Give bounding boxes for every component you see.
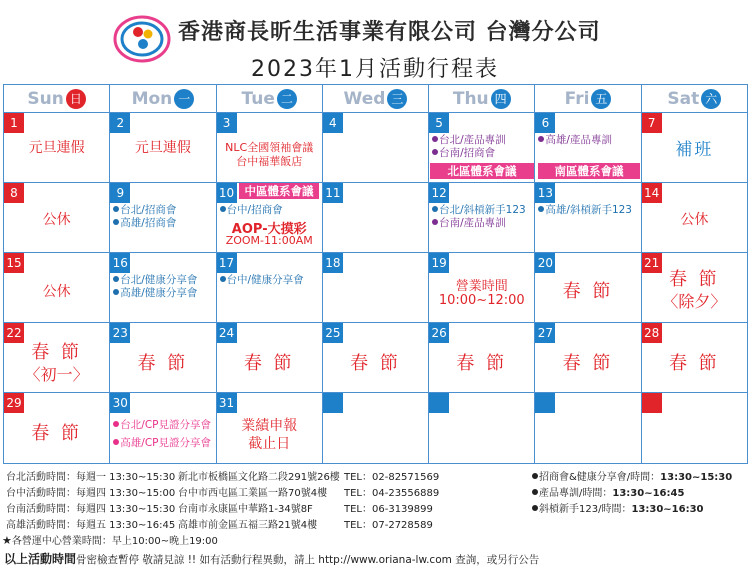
date-number: 29 (4, 393, 24, 413)
event-item (432, 217, 532, 230)
event-text: 台南/招商會 (439, 147, 496, 159)
cell-line2: 台中福華飯店 (236, 155, 303, 168)
day-cell-20[interactable] (535, 253, 641, 322)
day-cell-21[interactable] (642, 253, 747, 322)
date-number: 14 (642, 183, 662, 203)
footer-address-tainan: 台南市永康區中華路1-34號8F (178, 504, 313, 515)
cell-text: 春 節 (243, 353, 295, 374)
weekday-label: Sat (667, 88, 700, 109)
cell-text: 春 節 (668, 353, 720, 374)
cell-text: 補班 (675, 140, 714, 160)
company-name: 香港商長昕生活事業有限公司 台灣分公司 (178, 20, 601, 45)
event-text: 台中/招商會 (226, 204, 283, 216)
event-item (432, 204, 532, 217)
day-cell-4[interactable] (323, 113, 429, 182)
cell-text: 春 節 (31, 423, 82, 444)
day-cell-1[interactable] (4, 113, 110, 182)
bullet-icon (532, 473, 538, 479)
footer-time-training (532, 484, 684, 499)
date-number: 17 (217, 253, 237, 273)
event-text: 高雄/健康分享會 (120, 287, 198, 299)
weekday-label: Wed (343, 88, 386, 109)
banner-north-meeting: 北區體系會議 (430, 163, 534, 179)
day-cell-2[interactable] (110, 113, 216, 182)
footer-schedule-tainan: 台南活動時間：每週四 13:30~15:30 (6, 504, 176, 515)
header (0, 0, 750, 86)
cell-line1: NLC全國領袖會議 (225, 141, 314, 154)
footer-hours (2, 532, 218, 547)
footer-tel-tainan: TEL：06-3139899 (344, 504, 433, 515)
weekday-tue (217, 85, 323, 112)
cell-text: 公休 (680, 212, 709, 228)
event-text: 高雄/CP見證分享會 (120, 437, 211, 449)
day-cell-17[interactable] (217, 253, 323, 322)
bullet-icon (538, 206, 544, 212)
cell-line1: 營業時間 (455, 279, 508, 294)
weekday-thu (429, 85, 535, 112)
event-text: 台北/產品專訓 (439, 134, 506, 146)
date-number: 27 (535, 323, 555, 343)
blank-date-marker (642, 393, 662, 413)
weekday-badge: 一 (174, 89, 194, 109)
footer-address-kaohsiung: 高雄市前金區五福三路21號4樓 (178, 520, 318, 531)
day-cell-11[interactable] (323, 183, 429, 252)
date-number: 3 (217, 113, 237, 133)
day-cell-29[interactable] (4, 393, 110, 463)
date-number: 31 (217, 393, 237, 413)
time-value: 13:30~15:30 (660, 472, 733, 483)
date-number: 10 (217, 183, 237, 203)
day-cell-13[interactable] (535, 183, 641, 252)
weekday-badge: 四 (491, 89, 511, 109)
event-text: 台中/健康分享會 (226, 274, 304, 286)
footer-tel-taipei: TEL：02-82571569 (344, 472, 440, 483)
date-number: 25 (323, 323, 343, 343)
date-number: 2 (110, 113, 130, 133)
empty-cell (323, 393, 429, 463)
star-icon: ★ (2, 534, 12, 547)
event-text: 台南/產品專訓 (439, 217, 506, 229)
day-cell-7[interactable] (642, 113, 747, 182)
banner-south-meeting: 南區體系會議 (538, 163, 640, 179)
weekday-badge: 三 (387, 89, 407, 109)
weekday-label: Tue (241, 88, 275, 109)
empty-cell (429, 393, 535, 463)
date-number: 28 (642, 323, 662, 343)
cell-text: 春 節 (137, 353, 189, 374)
day-cell-9[interactable] (110, 183, 216, 252)
weekday-sat (642, 85, 747, 112)
date-number: 6 (535, 113, 555, 133)
cell-text: 春 節 (456, 353, 508, 374)
bullet-icon (432, 219, 438, 225)
cell-line1: 業績申報 (241, 418, 298, 434)
footer-notice (4, 550, 539, 567)
date-number: 4 (323, 113, 343, 133)
blank-date-marker (535, 393, 555, 413)
weekday-label: Sun (27, 88, 64, 109)
event-text: 台北/CP見證分享會 (120, 419, 211, 431)
day-cell-3[interactable] (217, 113, 323, 182)
footer (0, 466, 750, 568)
weekday-label: Fri (564, 88, 590, 109)
event-item (113, 419, 213, 432)
day-cell-15[interactable] (4, 253, 110, 322)
time-label: 斜槓新手123/時間： (539, 504, 632, 515)
bullet-icon (113, 421, 119, 427)
day-cell-28[interactable] (642, 323, 747, 392)
event-item (113, 274, 213, 287)
event-item (113, 204, 213, 217)
date-number: 12 (429, 183, 449, 203)
bullet-icon (220, 276, 226, 282)
date-number: 1 (4, 113, 24, 133)
date-number: 24 (217, 323, 237, 343)
event-text: 高雄/招商會 (120, 217, 177, 229)
footer-address-taichung: 台中市西屯區工業區一路70號4樓 (178, 488, 328, 499)
bullet-icon (113, 276, 119, 282)
event-item (113, 437, 213, 450)
blank-date-marker (323, 393, 343, 413)
weekday-badge: 日 (66, 89, 86, 109)
event-text: 台北/招商會 (120, 204, 177, 216)
date-number: 13 (535, 183, 555, 203)
cell-text: 春 節 (350, 353, 401, 374)
cell-line2: 截止日 (248, 436, 291, 452)
day-cell-27[interactable] (535, 323, 641, 392)
cell-text: 元旦連假 (134, 140, 191, 156)
day-cell-24[interactable] (217, 323, 323, 392)
date-number: 18 (323, 253, 343, 273)
day-cell-31[interactable] (217, 393, 323, 463)
event-text: 高雄/產品專訓 (545, 134, 612, 146)
bullet-icon (532, 505, 538, 511)
day-cell-18[interactable] (323, 253, 429, 322)
page-title: 2023年1月活動行程表 (251, 57, 499, 82)
bullet-icon (538, 136, 544, 142)
bullet-icon (432, 136, 438, 142)
weekday-label: Thu (452, 88, 489, 109)
event-text: 高雄/斜槓新手123 (545, 204, 632, 216)
cell-text: 公休 (42, 212, 71, 228)
event-item (113, 217, 213, 230)
calendar-grid (3, 84, 748, 464)
footer-time-recruit (532, 468, 732, 483)
footer-tel-kaohsiung: TEL：07-2728589 (344, 520, 433, 531)
footer-schedule-kaohsiung: 高雄活動時間：每週五 13:30~16:45 (6, 520, 176, 531)
date-number: 9 (110, 183, 130, 203)
notice-text: 骨密檢查暫停 敬請見諒 !! 如有活動行程異動，請上 http://www.oriana-lw.com 查詢，或另行公告 (76, 554, 540, 566)
bullet-icon (113, 219, 119, 225)
cell-line1: 春 節 (668, 269, 720, 290)
date-number: 15 (4, 253, 24, 273)
day-cell-22[interactable] (4, 323, 110, 392)
date-number: 22 (4, 323, 24, 343)
date-number: 11 (323, 183, 343, 203)
event-item (220, 274, 320, 287)
day-cell-30[interactable] (110, 393, 216, 463)
empty-cell (535, 393, 641, 463)
event-item (538, 204, 638, 217)
day-cell-14[interactable] (642, 183, 747, 252)
day-cell-26[interactable] (429, 323, 535, 392)
footer-schedule-taipei: 台北活動時間：每週一 13:30~15:30 (6, 472, 176, 483)
date-number: 23 (110, 323, 130, 343)
notice-bold: 以上活動時間 (4, 552, 77, 566)
date-number: 30 (110, 393, 130, 413)
weekday-badge: 五 (591, 89, 611, 109)
date-number: 16 (110, 253, 130, 273)
weekday-fri (535, 85, 641, 112)
event-text: 台北/斜槓新手123 (439, 204, 526, 216)
week-row (4, 183, 747, 253)
date-number: 5 (429, 113, 449, 133)
weekday-label: Mon (131, 88, 173, 109)
cell-line1: AOP-大摸彩 (231, 222, 307, 237)
bullet-icon (220, 206, 226, 212)
bullet-icon (113, 439, 119, 445)
cell-line1: 春 節 (31, 342, 82, 363)
day-cell-19[interactable] (429, 253, 535, 322)
time-label: 產品專訓/時間： (539, 488, 613, 499)
blank-date-marker (429, 393, 449, 413)
weekday-badge: 六 (701, 89, 721, 109)
bullet-icon (113, 206, 119, 212)
time-label: 招商會&健康分享會/時間： (539, 472, 661, 483)
week-row (4, 393, 747, 463)
weekday-sun (4, 85, 110, 112)
weekday-mon (110, 85, 216, 112)
weekday-wed (323, 85, 429, 112)
bullet-icon (113, 289, 119, 295)
day-cell-16[interactable] (110, 253, 216, 322)
date-number: 8 (4, 183, 24, 203)
footer-address-taipei: 新北市板橋區文化路二段291號26樓 (178, 472, 340, 483)
week-row (4, 323, 747, 393)
day-cell-25[interactable] (323, 323, 429, 392)
cell-text: 春 節 (562, 353, 614, 374)
weekday-badge: 二 (277, 89, 297, 109)
event-item (432, 134, 532, 147)
event-text: 台北/健康分享會 (120, 274, 198, 286)
cell-text: 公休 (42, 284, 71, 300)
event-item (432, 147, 532, 160)
bullet-icon (432, 149, 438, 155)
footer-schedule-taichung: 台中活動時間：每週四 13:30~15:00 (6, 488, 176, 499)
date-number: 7 (642, 113, 662, 133)
hours-text: 各營運中心營業時間：早上10:00~晚上19:00 (11, 536, 218, 547)
cell-text: 春 節 (562, 281, 614, 302)
cell-line2: 10:00~12:00 (438, 293, 525, 308)
bullet-icon (532, 489, 538, 495)
footer-tel-taichung: TEL：04-23556889 (344, 488, 440, 499)
cell-text: 元旦連假 (28, 140, 85, 156)
date-number: 26 (429, 323, 449, 343)
bullet-icon (432, 206, 438, 212)
empty-cell (642, 393, 747, 463)
time-value: 13:30~16:45 (612, 488, 685, 499)
week-row (4, 253, 747, 323)
day-cell-12[interactable] (429, 183, 535, 252)
cell-line2: ZOOM-11:00AM (225, 234, 313, 247)
weekday-header (4, 85, 747, 113)
day-cell-8[interactable] (4, 183, 110, 252)
date-number: 20 (535, 253, 555, 273)
cell-line2: 〈除夕〉 (662, 292, 727, 311)
cell-line2: 〈初一〉 (24, 365, 89, 384)
banner-central-meeting: 中區體系會議 (239, 183, 319, 199)
time-value: 13:30~16:30 (631, 504, 704, 515)
event-item (538, 134, 638, 147)
event-item (113, 287, 213, 300)
day-cell-23[interactable] (110, 323, 216, 392)
date-number: 19 (429, 253, 449, 273)
date-number: 21 (642, 253, 662, 273)
footer-time-beginner (532, 500, 704, 515)
event-item (220, 204, 320, 217)
